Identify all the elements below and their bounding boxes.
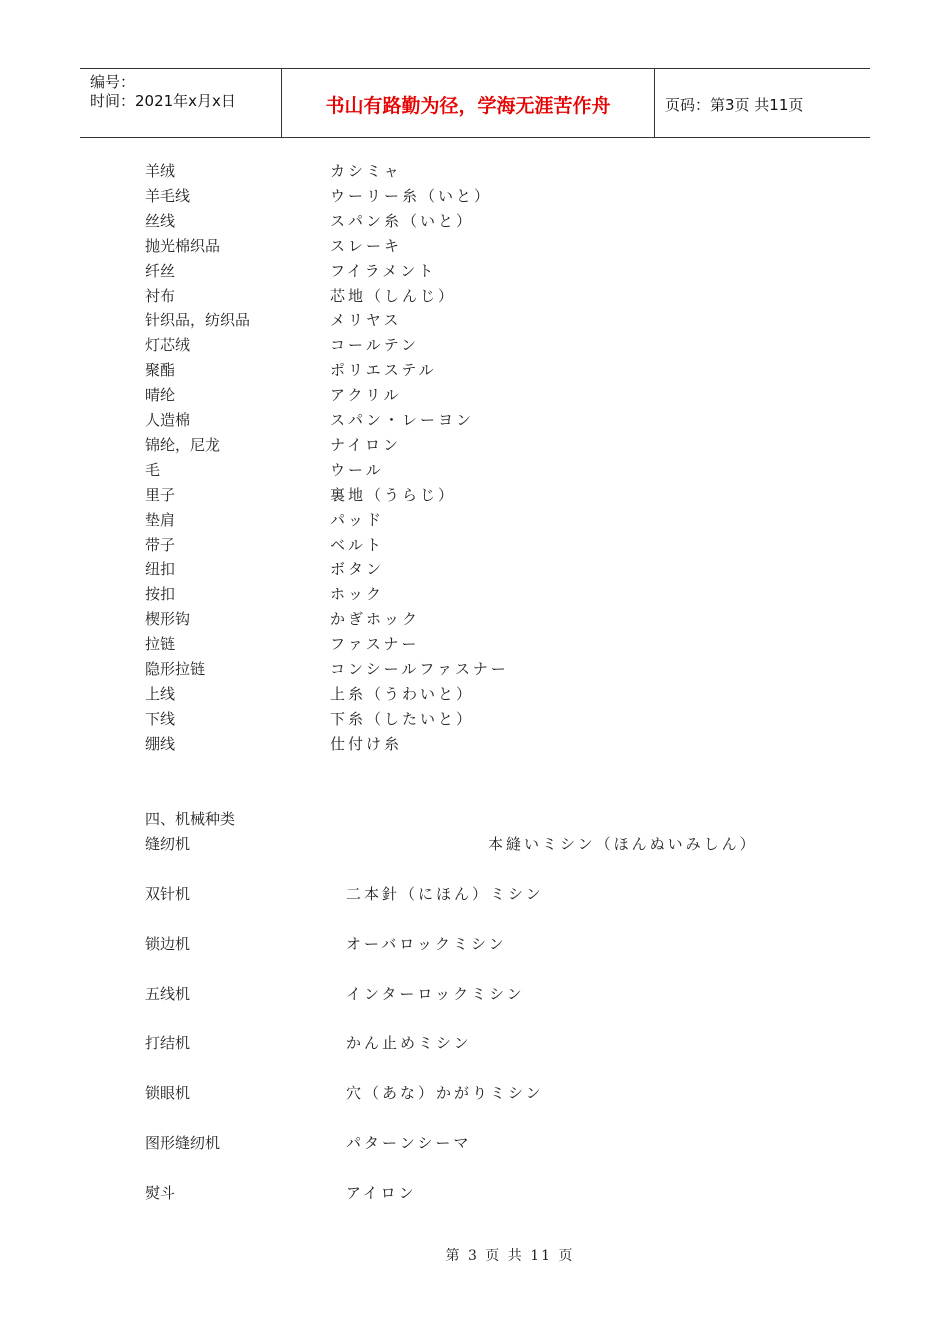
japanese-term: フイラメント: [330, 261, 437, 280]
list-item: [0, 209, 950, 233]
list-item: [0, 259, 950, 283]
chinese-term: 缝纫机: [145, 835, 191, 853]
japanese-term: ホック: [330, 585, 385, 604]
page-header: [80, 68, 870, 138]
list-item: [0, 234, 950, 258]
page-footer: 第 3 页 共 11 页: [445, 1248, 575, 1264]
japanese-term: コールテン: [330, 336, 419, 355]
chinese-term: 灯芯绒: [145, 336, 191, 355]
list-item: [0, 1031, 950, 1055]
japanese-term: スパン・レーヨン: [330, 411, 475, 429]
date-label: 时间：2021年x月x日: [90, 92, 236, 110]
chinese-term: 上线: [145, 684, 176, 703]
chinese-term: 熨斗: [145, 1183, 176, 1202]
japanese-term: メリヤス: [330, 311, 402, 330]
list-item: [0, 982, 950, 1006]
list-item: [0, 657, 950, 681]
list-item: [0, 1081, 950, 1105]
list-item: [0, 433, 950, 457]
list-item: [0, 732, 950, 756]
japanese-term: インターロックミシン: [346, 984, 525, 1003]
list-item: [0, 533, 950, 557]
japanese-term: かぎホック: [330, 610, 421, 629]
chinese-term: 图形缝纫机: [145, 1134, 221, 1153]
chinese-term: 锦纶，尼龙: [145, 435, 221, 454]
header-left-cell: [80, 69, 280, 137]
list-item: [0, 557, 950, 581]
chinese-term: 羊绒: [145, 162, 176, 180]
list-item: [0, 408, 950, 432]
list-item: [0, 508, 950, 532]
chinese-term: 带子: [145, 535, 176, 554]
chinese-term: 双针机: [145, 884, 191, 903]
japanese-term: 二本針（にほん）ミシン: [346, 884, 544, 903]
list-item: [0, 582, 950, 606]
japanese-term: 穴（あな）かがりミシン: [346, 1084, 544, 1103]
chinese-term: 绷线: [145, 734, 176, 753]
header-motto: 书山有路勤为径，学海无涯苦作舟: [325, 95, 611, 117]
list-item: [0, 632, 950, 656]
header-page-info: 页码：第3页 共11页: [665, 96, 804, 114]
chinese-term: 锁眼机: [145, 1084, 191, 1103]
list-item: [0, 358, 950, 382]
list-item: [0, 333, 950, 357]
chinese-term: 下线: [145, 709, 176, 728]
japanese-term: パッド: [330, 510, 385, 529]
japanese-term: ポリエステル: [330, 361, 437, 380]
chinese-term: 拉链: [145, 635, 176, 654]
chinese-term: 里子: [145, 485, 176, 504]
japanese-term: ウール: [330, 460, 384, 479]
japanese-term: ナイロン: [330, 435, 401, 454]
header-page-cell: [655, 69, 870, 137]
japanese-term: ファスナー: [330, 635, 420, 654]
japanese-term: ベルト: [330, 535, 385, 554]
list-item: [0, 932, 950, 956]
number-label: 编号：: [90, 73, 136, 91]
japanese-term: ウーリー糸（いと）: [330, 186, 493, 205]
list-item: [0, 607, 950, 631]
japanese-term: カシミャ: [330, 162, 402, 180]
list-item: [0, 1181, 950, 1205]
chinese-term: 抛光棉织品: [145, 236, 221, 255]
chinese-term: 锁边机: [145, 934, 191, 953]
japanese-term: スパン糸（いと）: [330, 211, 475, 230]
chinese-term: 丝线: [145, 211, 176, 230]
japanese-term: パターンシーマ: [346, 1134, 472, 1153]
japanese-term: コンシールファスナー: [330, 660, 509, 678]
chinese-term: 衬布: [145, 286, 176, 305]
chinese-term: 聚酯: [145, 361, 176, 380]
list-item: [0, 707, 950, 731]
chinese-term: 按扣: [145, 585, 176, 604]
japanese-term: ボタン: [330, 560, 385, 579]
list-item: [0, 682, 950, 706]
chinese-term: 隐形拉链: [145, 660, 206, 678]
chinese-term: 人造棉: [145, 411, 191, 429]
list-item: [0, 184, 950, 208]
list-item: [0, 483, 950, 507]
japanese-term: 下糸（したいと）: [330, 709, 475, 728]
japanese-term: アクリル: [330, 386, 402, 405]
list-item: [0, 284, 950, 308]
japanese-term: スレーキ: [330, 236, 403, 255]
chinese-term: 纽扣: [145, 560, 176, 579]
chinese-term: 打结机: [145, 1034, 191, 1053]
list-item: [0, 1131, 950, 1155]
list-item: [0, 458, 950, 482]
chinese-term: 毛: [145, 460, 161, 479]
chinese-term: 楔形钩: [145, 610, 191, 629]
section-title: 四、机械种类: [145, 810, 236, 828]
japanese-term: 仕付け糸: [330, 734, 403, 753]
japanese-term: 裏地（うらじ）: [330, 485, 457, 504]
chinese-term: 垫肩: [145, 510, 176, 529]
japanese-term: 芯地（しんじ）: [330, 286, 457, 305]
japanese-term: 本縫いミシン（ほんぬいみしん）: [488, 835, 758, 853]
list-item: [0, 159, 950, 183]
japanese-term: オーバロックミシン: [346, 934, 507, 953]
japanese-term: 上糸（うわいと）: [330, 684, 475, 703]
list-item: [0, 832, 950, 856]
list-item: [0, 383, 950, 407]
japanese-term: アイロン: [346, 1183, 417, 1202]
japanese-term: かん止めミシン: [346, 1034, 472, 1053]
header-motto-cell: [281, 69, 655, 137]
chinese-term: 针织品，纺织品: [145, 311, 251, 330]
list-item: [0, 882, 950, 906]
chinese-term: 羊毛线: [145, 186, 191, 205]
list-item: [0, 308, 950, 332]
chinese-term: 纤丝: [145, 261, 176, 280]
chinese-term: 五线机: [145, 984, 191, 1003]
chinese-term: 晴纶: [145, 386, 176, 405]
